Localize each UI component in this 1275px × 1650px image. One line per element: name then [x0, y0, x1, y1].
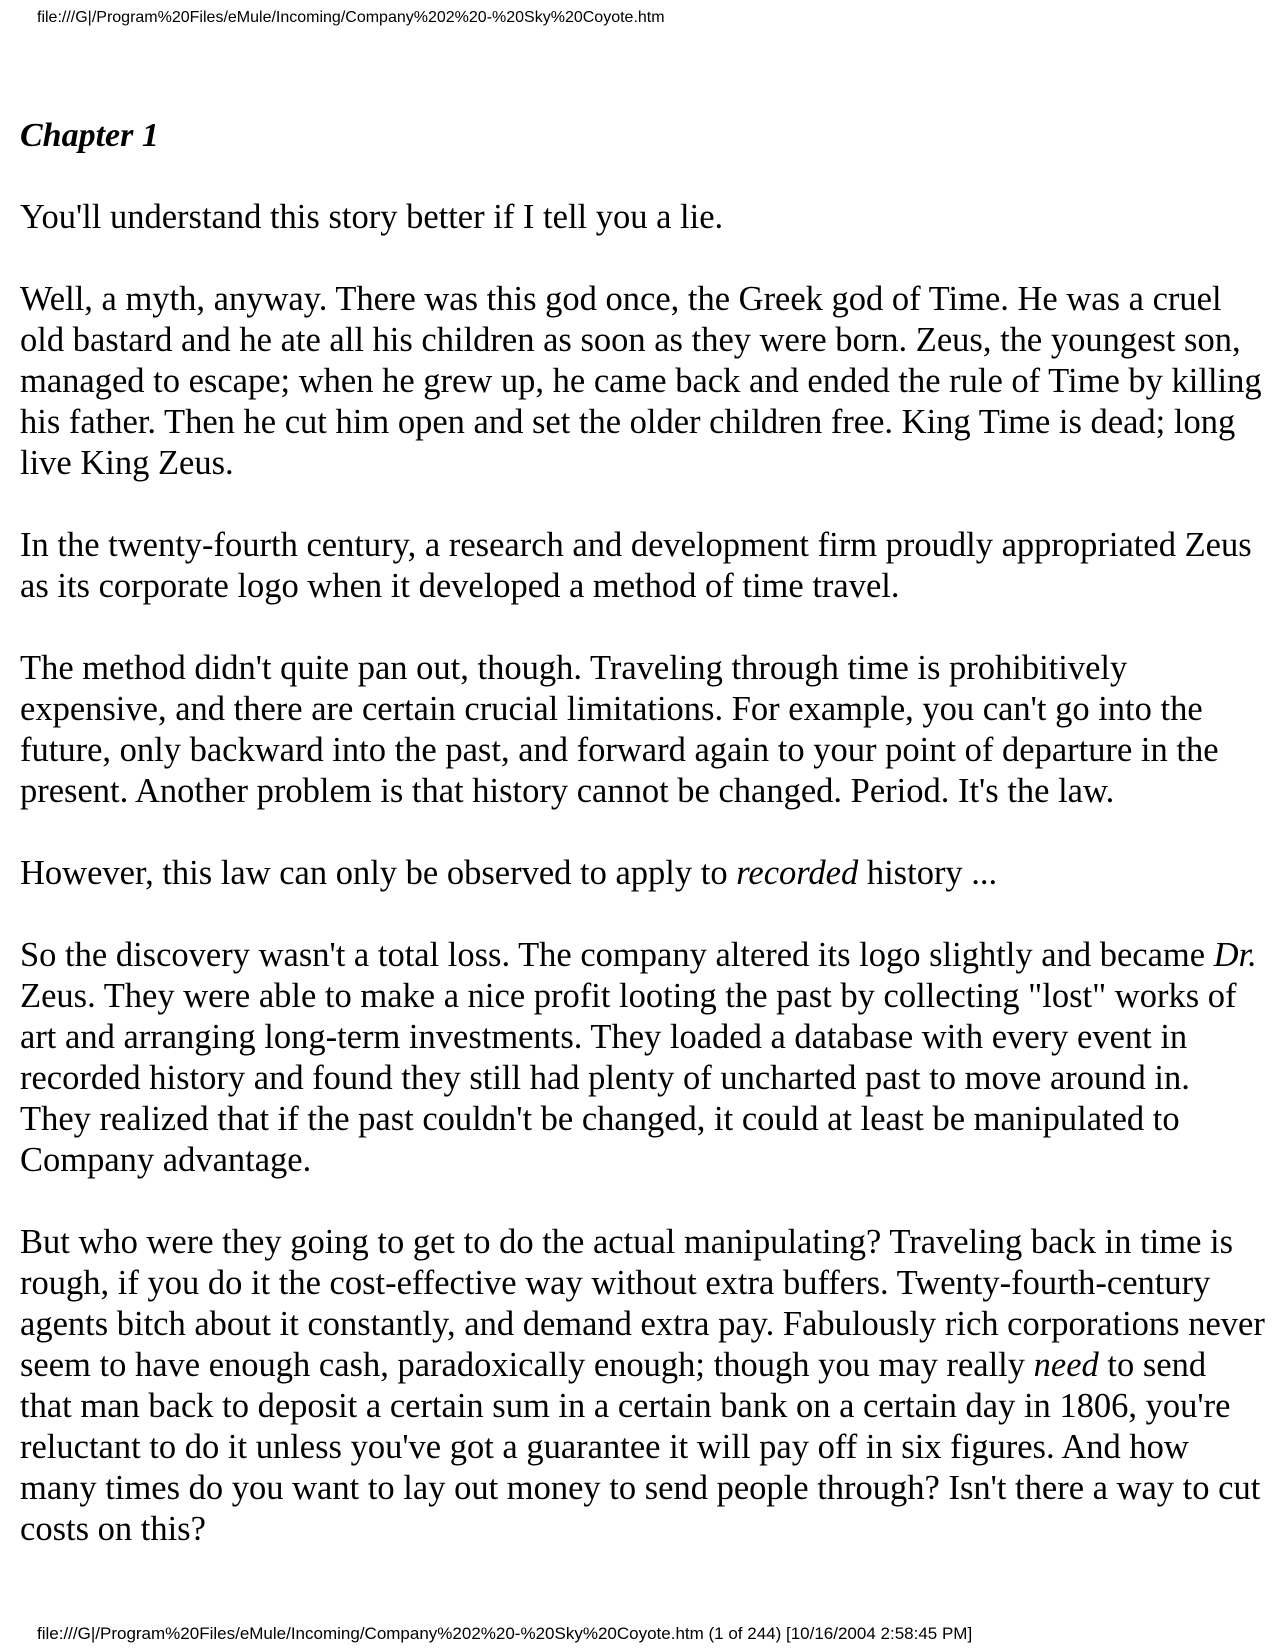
page-footer: file:///G|/Program%20Files/eMule/Incoming/Company%202%20-%20Sky%20Coyote.htm (1 of 244) [10/16/2004 2:58:45 PM] [37, 1624, 973, 1643]
paragraph-text: You'll understand this story better if I tell you a lie. [20, 198, 724, 236]
paragraph-3 [20, 525, 1265, 607]
paragraph-text: The method didn't quite pan out, though. Traveling through time is prohibitively expensive, and there are certain crucial limitations. For example, you can't go into the future, only backward into the past, and forward again to your point of departure in the present. Another problem is that history cannot be changed. Period. It's the law. [20, 649, 1219, 810]
document-body [20, 115, 1265, 1591]
paragraph-2 [20, 279, 1265, 484]
paragraph-6 [20, 935, 1265, 1181]
chapter-title: Chapter 1 [20, 117, 159, 154]
emphasis-text: recorded [736, 854, 859, 892]
paragraph-text: However, this law can only be observed to apply to [20, 854, 737, 892]
paragraph-text: So the discovery wasn't a total loss. The company altered its logo slightly and became [20, 936, 1214, 974]
emphasis-text: need [1033, 1346, 1099, 1384]
paragraph-text: But who were they going to get to do the actual manipulating? Traveling back in time is rough, if you do it the cost-effective way without extra buffers. Twenty-fourth-century agents bitch about it constantly, and demand extra pay. Fabulously rich corporations never seem to have enough cash, paradoxically enough; though you may really [20, 1223, 1265, 1384]
paragraph-text: to send that man back to deposit a certain sum in a certain bank on a certain day in 1806, you're reluctant to do it unless you've got a guarantee it will pay off in six figures. And how many times do you want to lay out money to send people through? Isn't there a way to cut costs on this? [20, 1346, 1261, 1548]
emphasis-text: Dr. [1213, 936, 1257, 974]
paragraph-text: In the twenty-fourth century, a research and development firm proudly appropriated Zeus as its corporate logo when it developed a method of time travel. [20, 526, 1252, 605]
paragraph-text: Well, a myth, anyway. There was this god once, the Greek god of Time. He was a cruel old bastard and he ate all his children as soon as they were born. Zeus, the youngest son, managed to escape; when he grew up, he came back and ended the rule of Time by killing his father. Then he cut him open and set the older children free. King Time is dead; long live King Zeus. [20, 280, 1262, 482]
paragraph-text: Zeus. They were able to make a nice profit looting the past by collecting "lost" works of art and arranging long-term investments. They loaded a database with every event in recorded history and found they still had plenty of uncharted past to move around in. They realized that if the past couldn't be changed, it could at least be manipulated to Company advantage. [20, 977, 1237, 1179]
paragraph-4 [20, 648, 1265, 812]
page-header-url: file:///G|/Program%20Files/eMule/Incoming/Company%202%20-%20Sky%20Coyote.htm [37, 9, 665, 26]
paragraph-5 [20, 853, 1265, 894]
paragraph-7 [20, 1222, 1265, 1550]
paragraph-1 [20, 197, 1265, 238]
paragraph-text: history ... [858, 854, 998, 892]
